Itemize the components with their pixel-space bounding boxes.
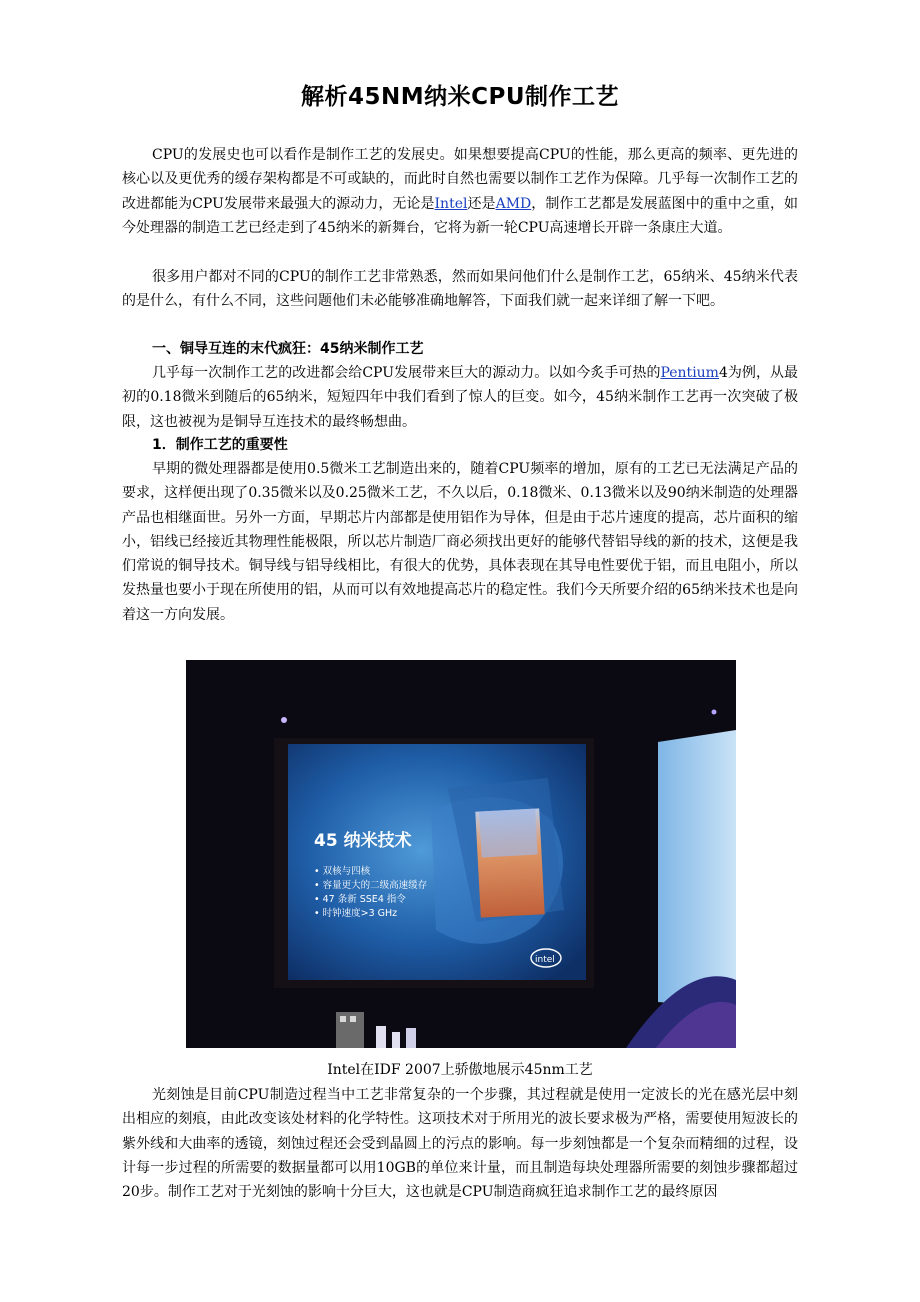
lithography-paragraph: 光刻蚀是目前CPU制造过程当中工艺非常复杂的一个步骤，其过程就是使用一定波长的光在感光层中刻出相应的刻痕，由此改变该处材料的化学特性。这项技术对于所用光的波长要求极为严格，需要使用短波长的紫外线和大曲率的透镜，刻蚀过程还会受到晶圆上的污点的影响。每一步刻蚀都是一个复杂而精细的过程，设计每一步过程的所需要的数据量都可以用10GB的单位来计量，而且制造每块处理器所需要的刻蚀步骤都超过20步。制作工艺对于光刻蚀的影响十分巨大，这也就是CPU制造商疯狂追求制作工艺的最终原因 — [122, 1087, 798, 1201]
section-1-paragraph — [122, 361, 798, 434]
idf-photo — [186, 660, 736, 1048]
intro-paragraph-2: 很多用户都对不同的CPU的制作工艺非常熟悉，然而如果问他们什么是制作工艺，65纳米、45纳米代表的是什么，有什么不同，这些问题他们未必能够准确地解答，下面我们就一起来详细了解一下吧。 — [122, 269, 798, 310]
section-1-text-part-2: 4为例，从最初的0.18微米到随后的65纳米，短短四年中我们看到了惊人的巨变。如今，45纳米制作工艺再一次突破了极限，这也被视为是铜导互连技术的最终畅想曲。 — [122, 365, 798, 430]
slide-title: 45 纳米技术 — [314, 831, 412, 851]
amd-link[interactable]: AMD — [495, 195, 532, 212]
slide-bullet-3: • 47 条新 SSE4 指令 — [314, 894, 406, 905]
idf-photo-illustration — [186, 660, 736, 1048]
slide-bullet-4: • 时钟速度>3 GHz — [314, 908, 398, 919]
document-title: 解析45NM纳米CPU制作工艺 — [300, 84, 620, 110]
intro-paragraph-1 — [122, 143, 798, 240]
figure-caption: Intel在IDF 2007上骄傲地展示45nm工艺 — [327, 1062, 593, 1078]
subsection-1-heading: 1．制作工艺的重要性 — [152, 437, 288, 453]
section-1-text-part-1: 几乎每一次制作工艺的改进都会给CPU发展带来巨大的源动力。以如今炙手可热的 — [152, 365, 661, 381]
intel-link[interactable]: Intel — [434, 195, 468, 212]
intro-text-part-2: 还是 — [467, 195, 496, 212]
section-1-heading: 一、铜导互连的末代疯狂：45纳米制作工艺 — [152, 341, 424, 357]
slide-bullet-1: • 双核与四核 — [314, 866, 371, 877]
intro-text-part-1: CPU的发展史也可以看作是制作工艺的发展史。如果想要提高CPU的性能，那么更高的频率、更先进的核心以及更优秀的缓存架构都是不可或缺的，而此时自然也需要以制作工艺作为保障。几乎每一次制作工艺的改进都能为CPU发展带来最强大的源动力，无论是 — [122, 147, 798, 212]
subsection-1-paragraph: 早期的微处理器都是使用0.5微米工艺制造出来的，随着CPU频率的增加，原有的工艺已无法满足产品的要求，这样便出现了0.35微米以及0.25微米工艺，不久以后，0.18微米、0.13微米以及90纳米制造的处理器产品也相继面世。另外一方面，早期芯片内部都是使用铝作为导体，但是由于芯片速度的提高，芯片面积的缩小，铝线已经接近其物理性能极限，所以芯片制造厂商必须找出更好的能够代替铝导线的新的技术，这便是我们常说的铜导技术。铜导线与铝导线相比，有很大的优势，具体表现在其导电性要优于铝，而且电阻小，所以发热量也要小于现在所使用的铝，从而可以有效地提高芯片的稳定性。我们今天所要介绍的65纳米技术也是向着这一方向发展。 — [122, 461, 798, 623]
intel-logo-text: intel — [535, 955, 555, 965]
intro-text-part-3: ，制作工艺都是发展蓝图中的重中之重，如今处理器的制造工艺已经走到了45纳米的新舞台，它将为新一轮CPU高速增长开辟一条康庄大道。 — [122, 195, 799, 236]
slide-bullet-2: • 容量更大的二级高速缓存 — [314, 880, 428, 891]
pentium-link[interactable]: Pentium — [660, 365, 719, 381]
